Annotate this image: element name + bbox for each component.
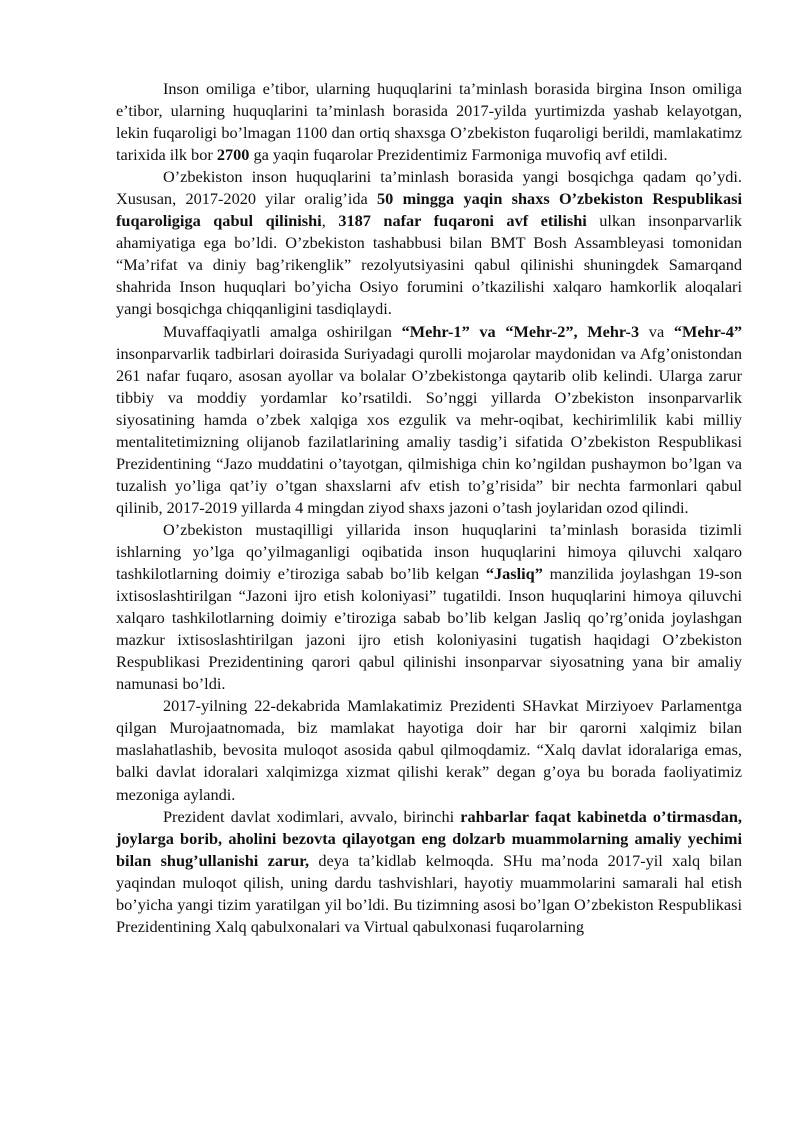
paragraph-text: ulkan insonparvarlik ahamiyatiga ega bo’ldi. O’zbekiston tashabbusi bilan BMT Bosh Assambleyasi tomonidan “Ma’rifat va diniy bag’rikenglik” rezolyutsiyasini qabul qilinishi shuningdek Samarqand shahrida Inson huquqlari bo’yicha Osiyo forumini o’tkazilishi xalqaro hamkorlik aloqalari yangi bosqichga chiqqanligini tasdiqlaydi. (116, 211, 743, 319)
paragraph-text: O’zbekiston inson huquqlarini ta’minlash borasida yangi bosqichga qadam qo’ydi. Xususan, 2017-2020 yilar oralig’ida (116, 167, 742, 209)
paragraph-text: Inson omiliga e’tibor, ularning huquqlarini ta’minlash borasida birgina Inson omiliga e’tibor, ularning huquqlarini ta’minlash borasida 2017-yilda yurtimizda yashab kelayotgan, lekin fuqaroligi bo’lmagan 1100 dan ortiq shaxsga O’zbekiston fuqaroligi berildi, mamlakatimz tarixida ilk bor (116, 79, 742, 165)
paragraph-text: Muvaffaqiyatli amalga oshirilgan (163, 321, 402, 341)
paragraph (116, 321, 742, 519)
document-page (116, 78, 742, 938)
paragraph (116, 78, 742, 166)
bold-text: “Mehr-1” va “Mehr-2”, Mehr-3 (401, 321, 640, 341)
paragraph-text: deya ta’kidlab kelmoqda. SHu ma’noda 2017-yil xalq bilan yaqindan muloqot qilish, uning dardu tashvishlari, hayotiy muammolarini samarali hal etish bo’yicha yangi tizim yaratilgan yil bo’ldi. Bu tizimning asosi bo’lgan O’zbekiston Respublikasi Prezidentining Xalq qabulxonalari va Virtual qabulxonasi fuqarolarning (116, 850, 743, 936)
paragraph (116, 695, 742, 805)
bold-text: “Mehr-4” (673, 321, 742, 341)
bold-text: 3187 nafar fuqaroni avf etilishi (338, 211, 587, 231)
bold-text: 2700 (216, 145, 250, 165)
paragraph (116, 519, 742, 695)
paragraph-text: O’zbekiston mustaqilligi yillarida inson huquqlarini ta’minlash borasida tizimli ishlarning yo’lga qo’yilmaganligi oqibatida inson huquqlarini himoya qiluvchi xalqaro tashkilotlarning doimiy e’tiroziga sabab bo’lib kelgan (116, 519, 742, 584)
paragraph-text: insonparvarlik tadbirlari doirasida Suriyadagi qurolli mojarolar maydonidan va Afg’onistondan 261 nafar fuqaro, asosan ayollar va bolalar O’zbekistonga qaytarib olib kelindi. Ularga zarur tibbiy va moddiy yordamlar ko’rsatildi. So’nggi yillarda O’zbekiston insonparvarlik siyosatining hamda o’zbek xalqiga xos ezgulik va mehr-oqibat, kechirimlilik kabi milliy mentalitetimizning olijanob fazilatlarining amaliy tasdig’i sifatida O’zbekiston Respublikasi Prezidentining “Jazo muddatini o’tayotgan, qilmishiga chin ko’ngildan pushaymon bo’lgan va tuzalish yo’liga qat’iy o’tgan shaxslarni afv etish to’g’risida” bir nechta farmonlari qabul qilinib, 2017-2019 yillarda 4 mingdan ziyod shaxs jazoni o’tash joylaridan ozod qilindi. (116, 343, 742, 517)
bold-text: 50 mingga yaqin shaxs O’zbekiston Respublikasi fuqaroligiga qabul qilinishi (116, 189, 742, 231)
bold-text: rahbarlar faqat kabinetda o’tirmasdan, joylarga borib, aholini bezovta qilayotgan eng dolzarb muammolarning amaliy yechimi bilan shug’ullanishi zarur, (116, 806, 742, 870)
paragraph (116, 166, 742, 320)
paragraph-text: , (321, 211, 339, 231)
paragraph-text: ga yaqin fuqarolar Prezidentimiz Farmoniga muvofiq avf etildi. (249, 145, 668, 165)
paragraph-text: manzilida joylashgan 19-son ixtisoslashtirilgan “Jazoni ijro etish koloniyasi” tugatildi. Inson huquqlarini himoya qiluvchi xalqaro tashkilotlarning doimiy e’tiroziga sabab bo’lib kelgan Jasliq qo’rg’onida joylashgan mazkur ixtisoslashtirilgan jazoni ijro etish koloniyasini tugatish haqidagi O’zbekiston Respublikasi Prezidentining qarori qabul qilinishi insonparvar siyosatning yana bir amaliy namunasi bo’ldi. (116, 564, 742, 694)
paragraph-text: Prezident davlat xodimlari, avvalo, birinchi (163, 806, 461, 826)
paragraph-text: va (639, 321, 674, 341)
paragraph-text: 2017-yilning 22-dekabrida Mamlakatimiz Prezidenti SHavkat Mirziyoev Parlamentga qilgan Murojaatnomada, biz mamlakat hayotiga doir har bir qarorni xalqimiz bilan maslahatlashib, bevosita muloqot asosida qabul qilmoqdamiz. “Xalq davlat idoralariga emas, balki davlat idoralari xalqimizga xizmat qilishi kerak” degan g’oya bu borada faoliyatimiz mezoniga aylandi. (116, 696, 742, 804)
bold-text: “Jasliq” (485, 564, 543, 584)
paragraph (116, 806, 742, 938)
